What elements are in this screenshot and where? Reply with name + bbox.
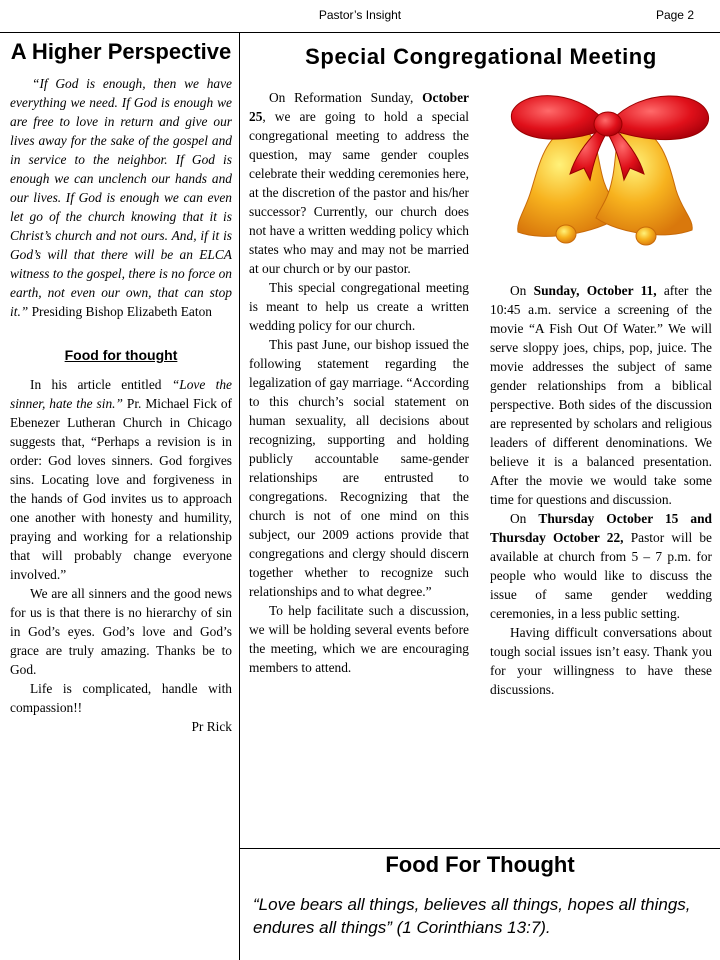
meeting-column-2 — [490, 281, 712, 699]
meeting-heading: Special Congregational Meeting — [305, 44, 657, 69]
food-for-thought-subheading: Food for thought — [64, 347, 178, 363]
left-column — [10, 38, 232, 736]
p6-intro: On — [510, 511, 539, 526]
right-bell — [596, 128, 692, 245]
compassion-paragraph: Life is complicated, handle with compassion!! — [10, 681, 232, 715]
meeting-paragraph-2: This special congregational meeting is meant to help us create a written wedding policy for our church. — [249, 280, 469, 333]
p5-intro: On — [510, 283, 534, 298]
article-body: Pr. Michael Fick of Ebenezer Lutheran Church in Chicago suggests that, “Perhaps a revision is in order: God loves sinners. God forgives sins. Locating love and forgiveness in the hands of God invites us to approach one another with honesty and humility, praying and working for a relationship that will probably change everyone involved.” — [10, 396, 232, 582]
meeting-paragraph-7: Having difficult conversations about tough social issues isn’t easy. Thank you for your willingness to have these discussions. — [490, 625, 712, 697]
p6-body: Pastor will be available at church from 5 – 7 p.m. for people who would like to discuss the issue of same gender wedding ceremonies, in a less public setting. — [490, 530, 712, 621]
meeting-paragraph-4: To help facilitate such a discussion, we will be holding several events before the meeting, which we are encouraging members to attend. — [249, 603, 469, 675]
article-paragraph — [10, 375, 232, 584]
header-title: Pastor’s Insight — [318, 8, 402, 22]
page-number: Page 2 — [655, 8, 694, 22]
p5-body: after the 10:45 a.m. service a screening of the movie “A Fish Out Of Water.” We will serve sloppy joes, chips, pop, juice. The movie addresses the subject of same gender relationships from a biblical perspective. Both sides of the discussion are represented by scholars and religious leaders of different denominations. We believe it is a balanced presentation. After the movie we would take some time for questions and discussion. — [490, 283, 712, 507]
food-for-thought-heading: Food For Thought — [385, 852, 575, 877]
meeting-date: October 25 — [249, 90, 469, 124]
meeting-column-1 — [249, 88, 469, 677]
meeting-paragraph-5 — [490, 281, 712, 509]
section-divider — [240, 848, 720, 849]
sinners-paragraph: We are all sinners and the good news for us is that there is no hierarchy of sin in God’s eyes. God’s love and God’s grace are truly amazing. Thanks be to God. — [10, 586, 232, 677]
quote-attribution: Presiding Bishop Elizabeth Eaton — [31, 304, 212, 319]
signature: Pr Rick — [191, 719, 232, 734]
column-divider — [239, 32, 240, 960]
wedding-bells-icon — [504, 84, 716, 260]
higher-perspective-heading: A Higher Perspective — [10, 39, 232, 64]
left-bell — [518, 126, 622, 243]
p1-body: , we are going to hold a special congregational meeting to address the question, may same gender couples celebrate their wedding ceremonies here, at the discretion of the pastor and his/her successor? Currently, our church does not have a written wedding policy which states who may and may not be married at our church or by our pastor. — [249, 109, 469, 276]
article-title: “Love the sinner, hate the sin.” — [10, 377, 233, 411]
article-intro: In his article entitled — [30, 377, 172, 392]
scripture-quote: “Love bears all things, believes all things, hopes all things, endures all things” (1 Corinthians 13:7). — [253, 895, 691, 937]
quote-text: “If God is enough, then we have everything we need. If God is enough we are free to love in return and give our lives away for the sake of the gospel and in service to the neighbor. If God is enough we can unclench our hands and our lives. If God is enough we can even let go of the church knowing that it is Christ’s church and not ours. And, if it is God’s will that there will be an ELCA witness to the gospel, there is no force on earth, not even our own, that can stop it.” — [10, 76, 232, 319]
movie-date: Sunday, October 11, — [533, 283, 657, 298]
eaton-quote — [10, 74, 232, 321]
page-header — [0, 0, 720, 33]
meeting-paragraph-6 — [490, 509, 712, 623]
meeting-paragraph-1 — [249, 88, 469, 278]
discussion-dates: Thursday October 15 and Thursday October 22, — [490, 511, 712, 545]
p1-intro: On Reformation Sunday, — [269, 90, 423, 105]
meeting-paragraph-3: This past June, our bishop issued the following statement regarding the legalization of gay marriage. “According to this church’s social statement on human sexuality, all decisions about recognizing, supporting and holding publicly accountable same-gender relationships are entrusted to congregations. Recognizing that the church is not of one mind on this subject, our 2009 actions provide that congregations and clergy should discern together whether to recognize such relationships and to what degree.” — [249, 337, 469, 599]
